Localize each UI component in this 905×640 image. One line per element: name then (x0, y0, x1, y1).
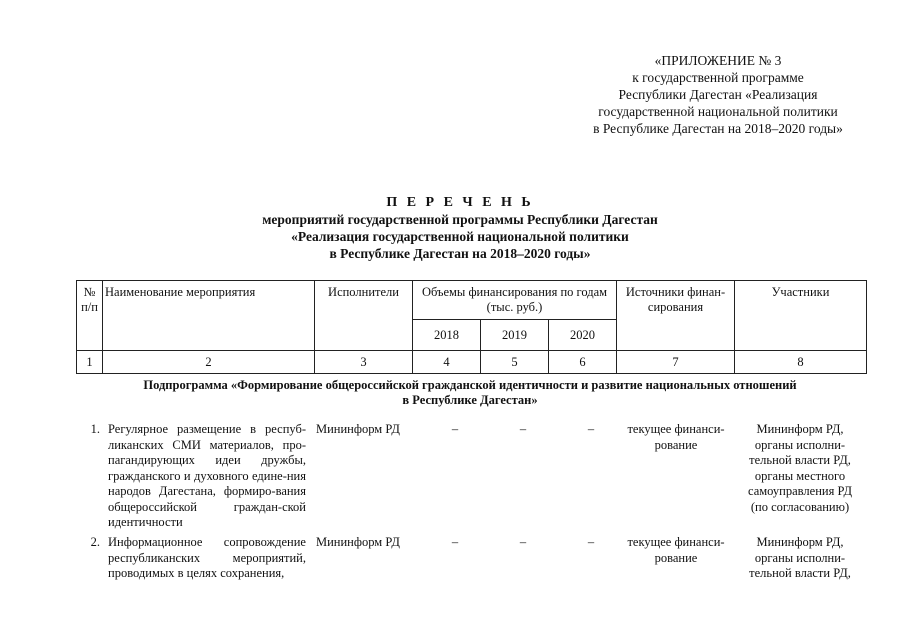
row-value-2019: – (519, 422, 527, 436)
header-table (76, 280, 867, 374)
column-header-participants: Участники (735, 281, 867, 351)
year-header-2020: 2020 (549, 320, 617, 351)
column-number: 6 (549, 351, 617, 374)
appendix-title: «ПРИЛОЖЕНИЕ № 3 (654, 53, 782, 68)
column-number: 4 (413, 351, 481, 374)
row-funding-source: текущее финанси-рование (627, 535, 725, 565)
row-value-2018: – (451, 422, 459, 436)
column-header-source: Источники финан-сирования (617, 281, 735, 351)
row-value-2020: – (587, 535, 595, 549)
column-number: 8 (735, 351, 867, 374)
year-header-2019: 2019 (481, 320, 549, 351)
year-header-2018: 2018 (413, 320, 481, 351)
row-value-2018: – (451, 535, 459, 549)
column-number: 5 (481, 351, 549, 374)
subprogram-title (90, 378, 850, 408)
subprogram-line: в Республике Дагестан» (402, 393, 538, 407)
appendix-line: Республики Дагестан «Реализация (618, 87, 818, 102)
document-subtitle: мероприятий государственной программы Республики Дагестан (262, 212, 658, 227)
row-participants: Мининформ РД, органы исполни-тельной власти РД, органы местного самоуправления РД (по согласованию) (748, 422, 852, 514)
appendix-line: в Республике Дагестан на 2018–2020 годы» (593, 121, 843, 136)
column-header-number: № п/п (77, 281, 103, 351)
document-heading (150, 194, 770, 262)
row-value-2020: – (587, 422, 595, 436)
table-row (76, 422, 866, 529)
document-title: П Е Р Е Ч Е Н Ь (386, 195, 534, 210)
table-row (76, 535, 866, 595)
row-value-2019: – (519, 535, 527, 549)
document-subtitle: в Республике Дагестан на 2018–2020 годы» (329, 246, 591, 261)
column-number: 3 (315, 351, 413, 374)
column-number: 2 (103, 351, 315, 374)
row-funding-source: текущее финанси-рование (627, 422, 725, 452)
row-executor: Мининформ РД (316, 535, 400, 549)
appendix-block (560, 52, 876, 137)
appendix-line: государственной национальной политики (598, 104, 838, 119)
row-participants: Мининформ РД, органы исполни-тельной власти РД, (749, 535, 851, 580)
column-header-executors: Исполнители (315, 281, 413, 351)
column-number: 1 (77, 351, 103, 374)
row-number: 2. (90, 535, 100, 549)
row-executor: Мининформ РД (316, 422, 400, 436)
document-subtitle: «Реализация государственной национальной политики (291, 229, 629, 244)
appendix-line: к государственной программе (632, 70, 804, 85)
column-header-finance: Объемы финансирования по годам (тыс. руб.) (413, 281, 617, 320)
column-number: 7 (617, 351, 735, 374)
row-activity-name: Информационное сопровождение республиканских мероприятий, проводимых в целях сохранения, (108, 535, 306, 580)
subprogram-line: Подпрограмма «Формирование общероссийской гражданской идентичности и развитие национальных отношений (143, 378, 797, 392)
row-activity-name: Регулярное размещение в респуб-ликанских СМИ материалов, про-пагандирующих идеи дружбы, гражданского и духовного едине-ния народов Дагестана, формиро-вания общероссийской граждан-ской идентичности (108, 422, 306, 529)
row-number: 1. (90, 422, 100, 436)
column-header-name: Наименование мероприятия (103, 281, 315, 351)
